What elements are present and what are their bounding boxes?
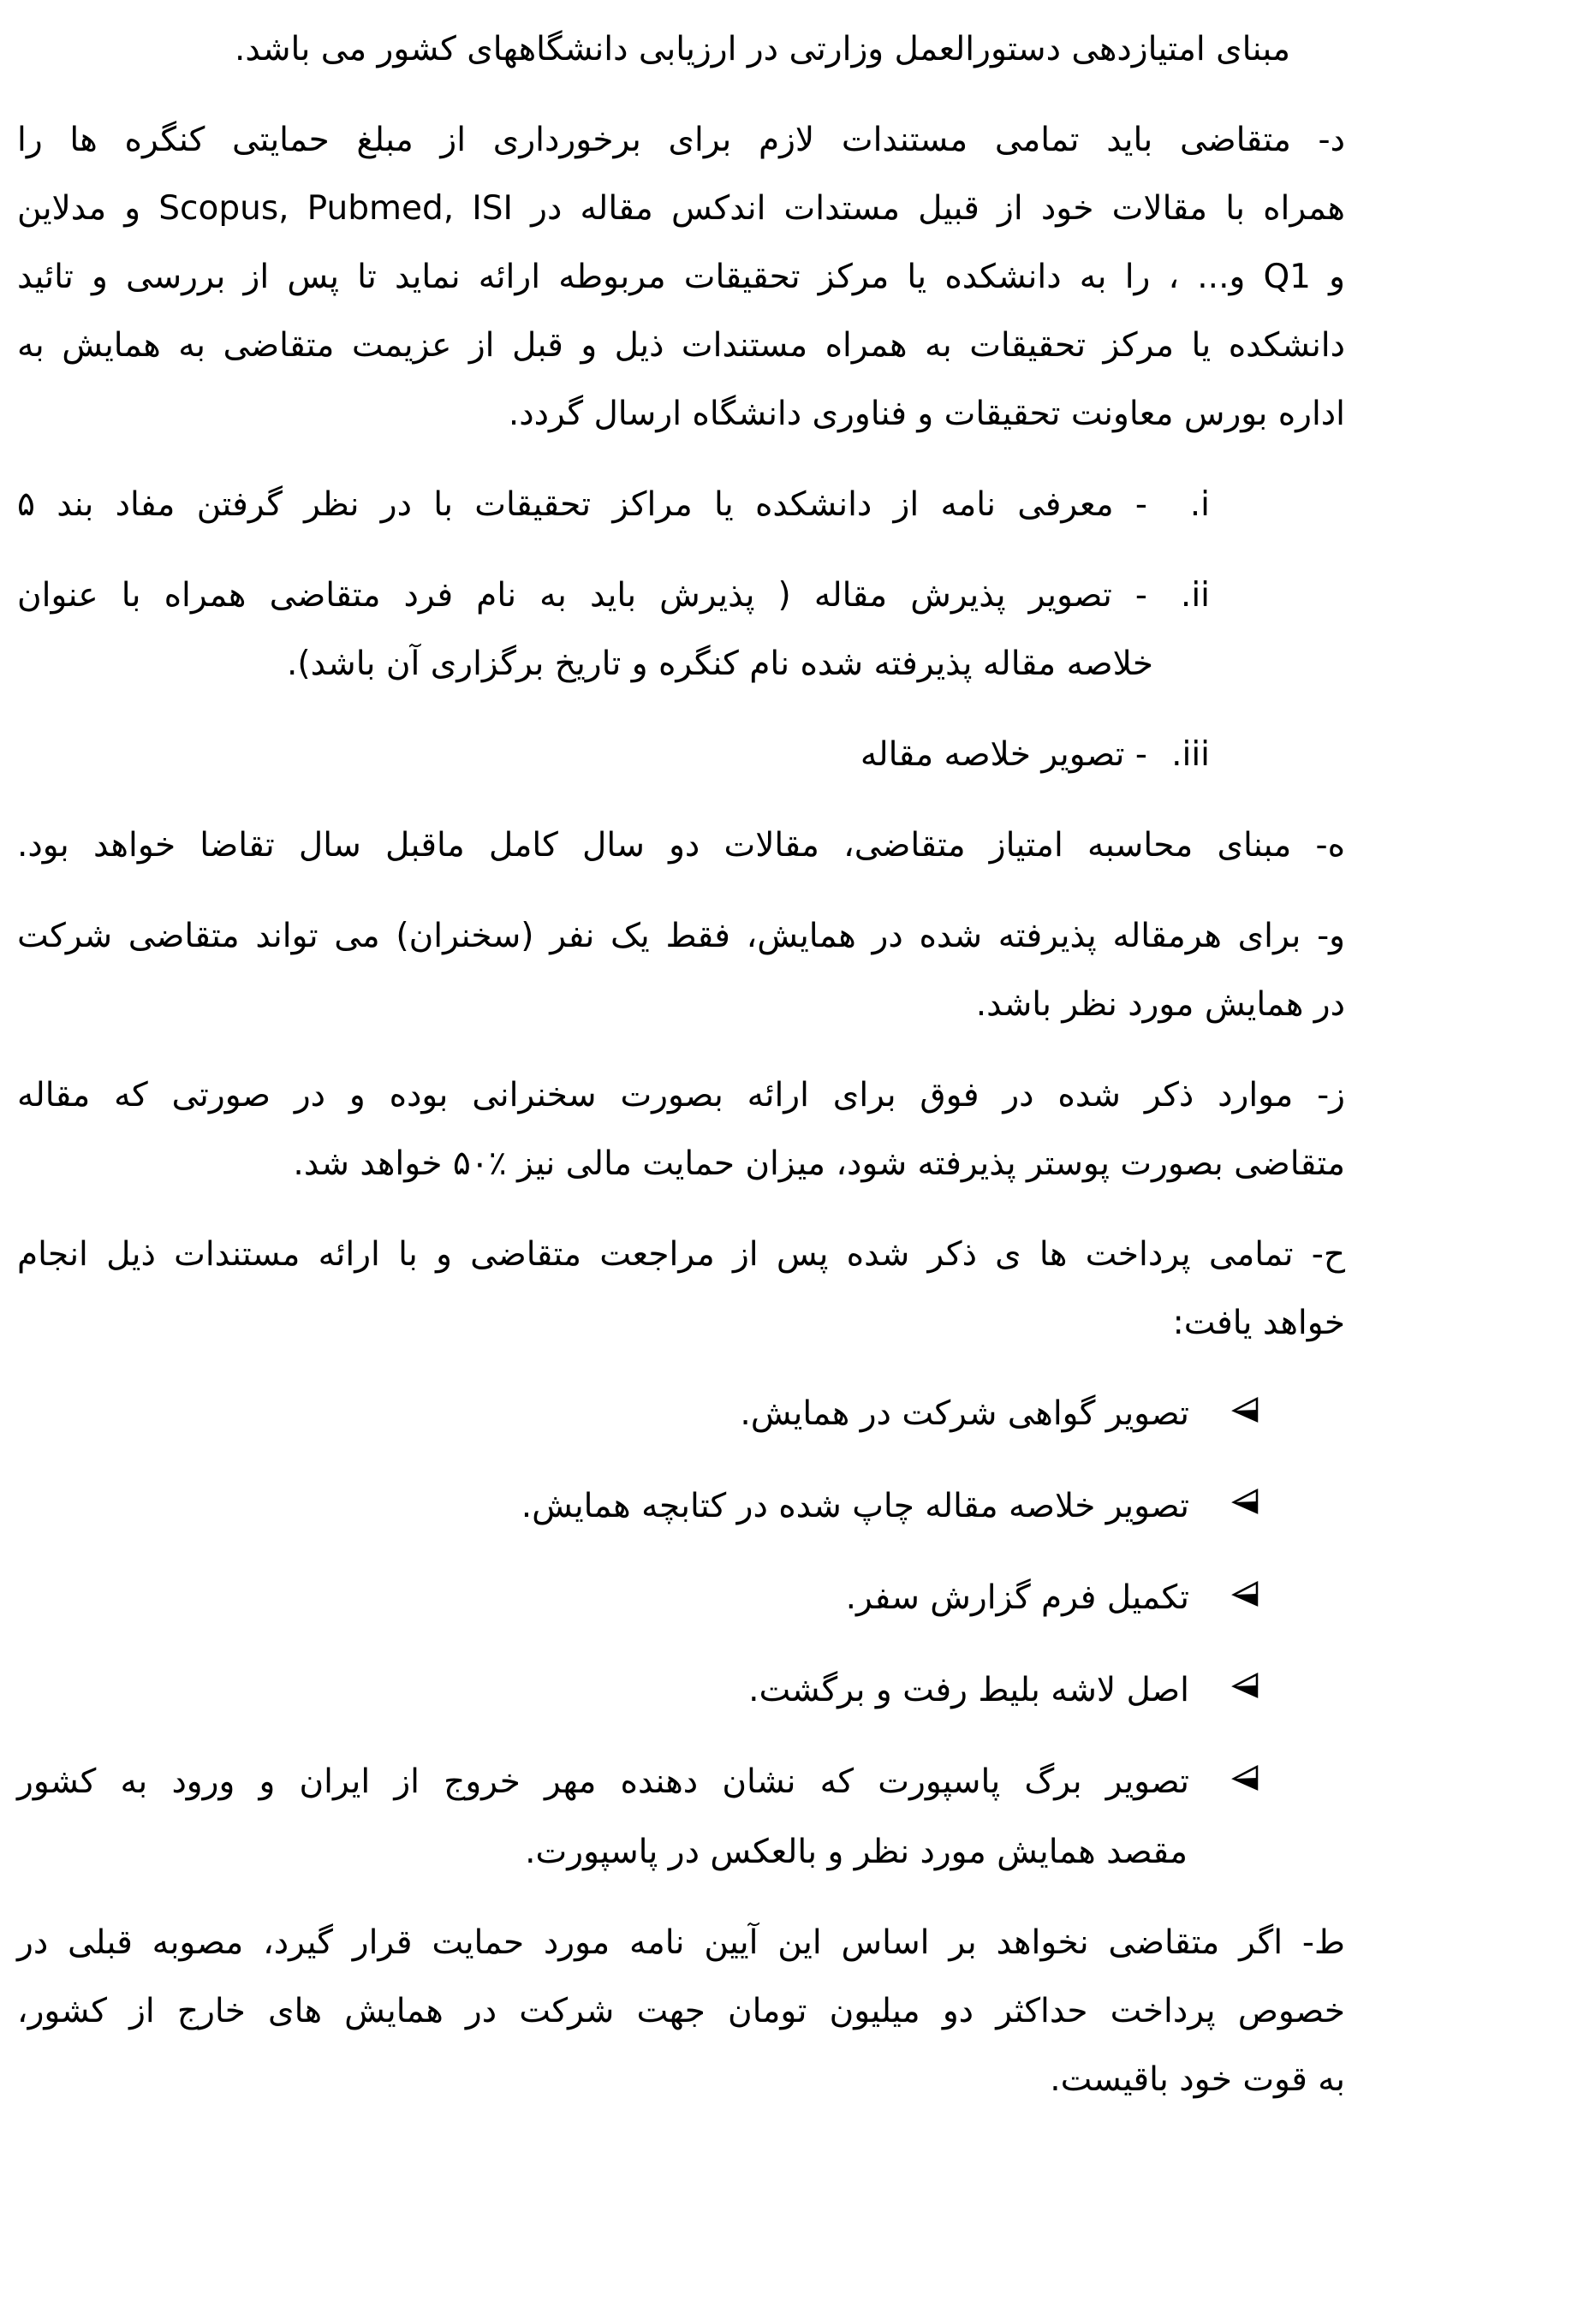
roman-item-iii-line [17, 721, 1210, 789]
roman-item-iii-text: - تصویر خلاصه مقاله [860, 735, 1147, 774]
paragraph-hhe [17, 1221, 1345, 1358]
paragraph-ze-line-2: متقاضی بصورت پوستر پذیرفته شود، میزان حمایت مالی نیز ٪۵۰ خواهد شد. [293, 1144, 1345, 1183]
paragraph-ta-line-3: به قوت خود باقیست. [1050, 2060, 1345, 2099]
paragraph-hhe-line-2: خواهد یافت: [1172, 1304, 1345, 1342]
paragraph-he-line: ه- مبنای محاسبه امتیاز متقاضی، مقالات دو سال کامل ماقبل سال تقاضا خواهد بود. [17, 826, 1345, 865]
bullet-item-3 [17, 1564, 1259, 1634]
paragraph-ta [17, 1909, 1345, 2114]
roman-numeral-ii: ii. [1180, 576, 1210, 615]
paragraph-ta-line-1: ط- اگر متقاضی نخواهد بر اساس این آیین نامه مورد حمایت قرار گیرد، مصوبه قبلی در [17, 1923, 1345, 1962]
bullet-item-3-line [17, 1564, 1259, 1634]
paragraph-d-line-1: د- متقاضی باید تمامی مستندات لازم برای برخورداری از مبلغ حمایتی کنگره ها را [17, 121, 1345, 159]
arrow-bullet-icon [1230, 1747, 1259, 1816]
roman-numeral-iii: iii. [1171, 735, 1210, 774]
roman-item-iii [17, 721, 1210, 789]
bullet-item-5-text: تصویر برگ پاسپورت که نشان دهنده مهر خروج از ایران و ورود به کشور [17, 1762, 1189, 1801]
roman-item-i-text: - معرفی نامه از دانشکده یا مراکز تحقیقات با در نظر گرفتن مفاد بند ۵ [17, 485, 1147, 524]
roman-item-ii [17, 562, 1210, 698]
arrow-bullet-icon [1230, 1655, 1259, 1723]
bullet-item-4-text: اصل لاشه بلیط رفت و برگشت. [748, 1670, 1189, 1709]
bullet-item-3-text: تکمیل فرم گزارش سفر. [845, 1578, 1189, 1617]
paragraph-d-line-5: اداره بورس معاونت تحقیقات و فناوری دانشگاه ارسال گردد. [508, 395, 1345, 433]
paragraph-hhe-line-1: ح- تمامی پرداخت ها ی ذکر شده پس از مراجعت متقاضی و با ارائه مستندات ذیل انجام [17, 1235, 1345, 1274]
paragraph-he [17, 811, 1345, 880]
roman-item-ii-line-1 [17, 562, 1210, 630]
paragraph-d-line-4: دانشکده یا مرکز تحقیقات به همراه مستندات ذیل و قبل از عزیمت متقاضی به همایش به [17, 326, 1345, 365]
bullet-item-4-line [17, 1656, 1259, 1727]
bullet-item-1-text: تصویر گواهی شرکت در همایش. [740, 1394, 1189, 1433]
bullet-item-1 [17, 1380, 1259, 1450]
bullet-item-4 [17, 1656, 1259, 1727]
arrow-bullet-icon [1230, 1471, 1259, 1539]
bullet-item-1-line [17, 1380, 1259, 1450]
roman-item-i [17, 471, 1210, 539]
roman-numeral-i: i. [1189, 485, 1210, 524]
paragraph-vav-line-1: و- برای هرمقاله پذیرفته شده در همایش، فقط یک نفر (سخنران) می تواند متقاضی شرکت [17, 917, 1345, 955]
bullet-item-5-line-1 [17, 1748, 1259, 1818]
bullet-item-5-line-2: مقصد همایش مورد نظر و بالعکس در پاسپورت. [525, 1832, 1188, 1871]
bullet-item-5 [17, 1748, 1259, 1887]
intro-line: مبنای امتیازدهی دستورالعمل وزارتی در ارزیابی دانشگاههای کشور می باشد. [235, 30, 1290, 68]
roman-item-ii-line-2: خلاصه مقاله پذیرفته شده نام کنگره و تاریخ برگزاری آن باشد). [286, 645, 1153, 683]
paragraph-ze-line-1: ز- موارد ذکر شده در فوق برای ارائه بصورت سخنرانی بوده و در صورتی که مقاله [17, 1076, 1345, 1114]
bullet-item-2-text: تصویر خلاصه مقاله چاپ شده در کتابچه همایش. [521, 1486, 1189, 1525]
paragraph-d [17, 106, 1345, 449]
paragraph-vav [17, 902, 1345, 1039]
paragraph-ta-line-2: خصوص پرداخت حداکثر دو میلیون تومان جهت شرکت در همایش های خارج از کشور، [17, 1991, 1345, 2030]
roman-item-ii-text: - تصویر پذیرش مقاله ( پذیرش باید به نام فرد متقاضی همراه با عنوان [17, 576, 1147, 615]
paragraph-vav-line-2: در همایش مورد نظر باشد. [975, 985, 1345, 1024]
arrow-bullet-icon [1230, 1379, 1259, 1447]
roman-item-i-line [17, 471, 1210, 539]
arrow-bullet-icon [1230, 1563, 1259, 1632]
paragraph-d-line-3: و Q1 و... ، را به دانشکده یا مرکز تحقیقات مربوطه ارائه نماید تا پس از بررسی و تائید [17, 258, 1345, 296]
bullet-item-2 [17, 1472, 1259, 1542]
paragraph-d-line-2: همراه با مقالات خود از قبیل مستدات اندکس مقاله در Scopus, Pubmed, ISI و مدلاین [17, 189, 1345, 228]
paragraph-ze [17, 1061, 1345, 1198]
bullet-item-2-line [17, 1472, 1259, 1542]
